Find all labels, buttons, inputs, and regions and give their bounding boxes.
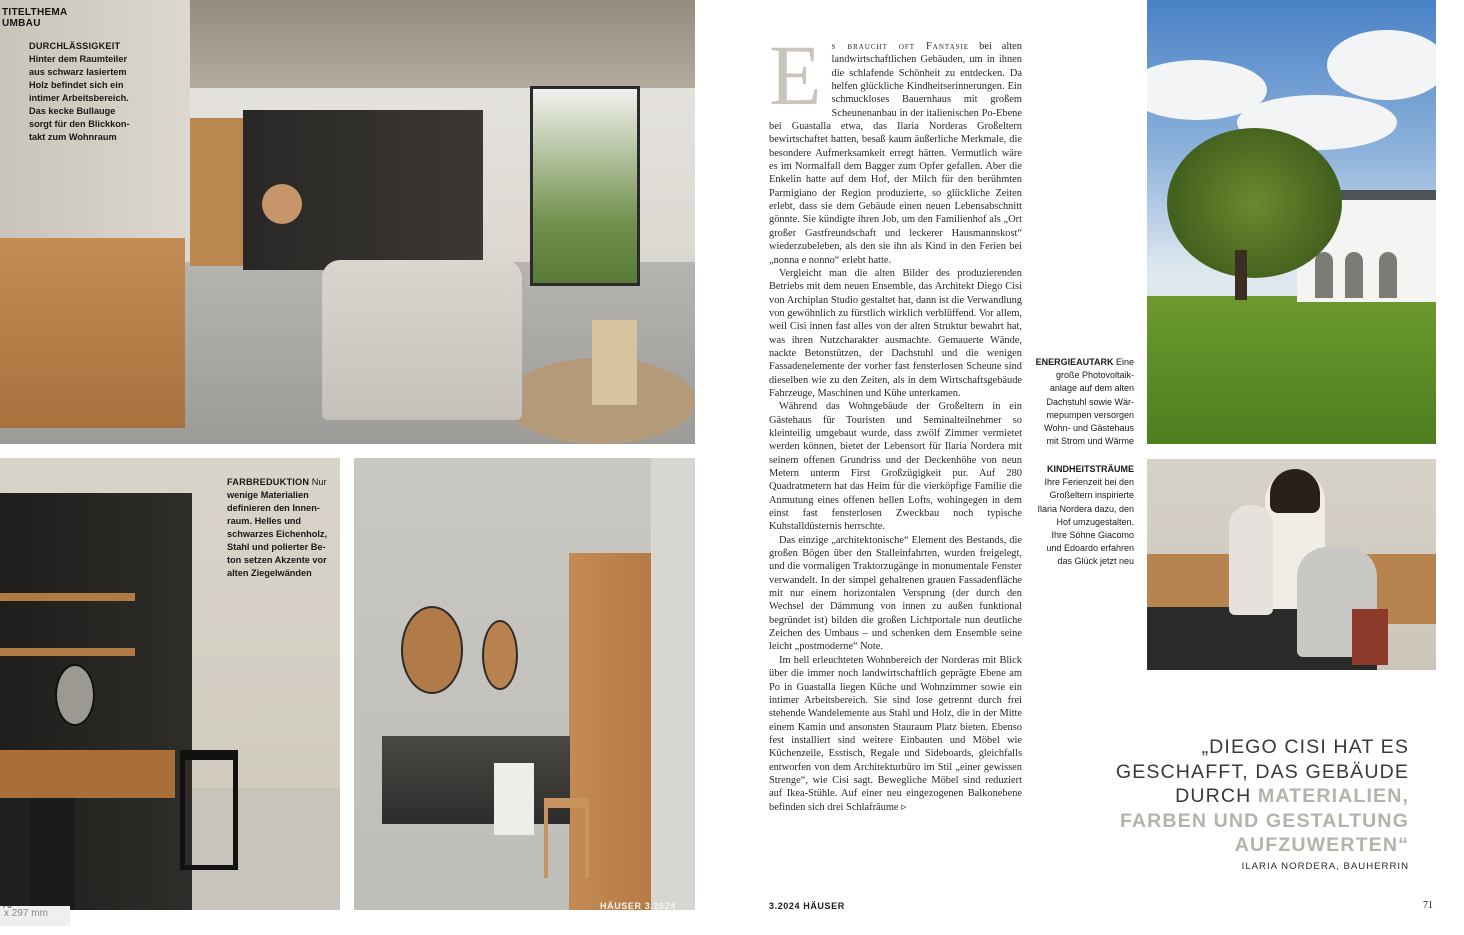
pull-quote-dark: „DIEGO CISI HAT ES GESCHAFFT, DAS GEBÄUDE DURCH [1115,736,1409,808]
drop-cap: E [769,27,822,123]
section-tag-line1: TITELTHEMA [2,7,68,18]
caption-line: Dachstuhl sowie Wär- [1046,396,1134,407]
caption-line: Holz befindet sich ein [29,80,124,90]
article-body [769,27,1022,814]
section-tag [2,7,68,29]
caption-line: Das kecke Bullauge [29,106,116,116]
page-number-right: 71 [1423,900,1433,911]
lead-in: s braucht oft Fantasie [831,41,970,52]
caption-line: raum. Helles und [227,516,302,526]
pull-quote [1100,735,1409,858]
caption-line: sorgt für den Blickkon- [29,119,130,129]
article-paragraph: Während das Wohngebäude der Großeltern in ein Gästehaus für Touristen und Seminalteilnehmer so kleinteilig umgebaut wurde, dass zwölf Zimmer vermietet werden können, bietet der Lebensort für Ilaria Nordera mit seinem offenen Grundriss und der Deckenhöhe von neun Metern unterm First Großzügigkeit pur. Auf 280 Quadratmetern hat das Heim für die vierköpfige Familie die Anmutung eines offenen hellen Lofts, wohingegen in dem einst fast fensterlosen Zweckbau noch typische Kuhstalldüsternis herrschte. [769,401,1022,533]
caption-keyword: ENERGIEAUTARK [1035,357,1114,367]
family-photo [1147,459,1436,670]
exterior-photo [1147,0,1436,444]
caption-line: Ilaria Nordera dazu, den [1037,503,1134,514]
article-paragraph [769,27,1022,267]
caption-line: Ihre Söhne Giacomo [1051,530,1134,541]
caption-line: das Glück jetzt neu [1057,556,1134,567]
caption-first-rest: Eine [1115,357,1134,367]
bathroom-photo [354,458,695,910]
caption-line: große Photovoltaik- [1055,370,1134,381]
caption-line: schwarzes Eichenholz, [227,529,328,539]
caption-durchlaessigkeit [29,40,169,144]
caption-line: mepumpen versorgen [1046,409,1134,420]
caption-first-rest: Nur [311,477,327,487]
pull-quote-light: MATERIALIEN, FARBEN UND GESTALTUNG AUFZUWERTEN“ [1119,785,1409,857]
folio-left: HÄUSER 3.2024 [600,901,676,911]
page-number-left: 70 [2,900,12,911]
caption-farbreduktion [227,476,339,580]
paragraph-text: bei alten landwirtschaftlichen Gebäuden, um in ihnen die schlafende Schönheit zu entdecken. Da helfen glückliche Kindheitserinnerungen. Ein schmuckloses Bauernhaus mit großem Scheunenanbau in der italienischen Po-Ebene bei Guastalla etwa, das Ilaria Norderas Großeltern bewirtschaftet hatten, besaß kaum äußerliche Merkmale, die besondere Aufmerksamkeit erregt hätten. Vermutlich wäre es im Normalfall dem Bagger zum Opfer gefallen. Aber die Enkelin hatte auf dem Hof, der Milch für den berühmten Parmigiano der Region produzierte, so glückliche Zeiten erlebt, dass sie dem Gebäude einen neuen Lebensabschnitt gönnte. Sie kündigte ihren Job, um den Familienhof als „Ort großer Gastfreundschaft und leckerer Hausmannskost“ wiederzubeleben, als den sie ihn als Kind in den Ferien bei „nonna e nonno“ erlebt hatte. [769,41,1022,266]
folio-right: 3.2024 HÄUSER [769,901,845,911]
caption-energieautark [1025,356,1134,448]
caption-line: Hof umzugestalten. [1056,516,1134,527]
caption-line: definieren den Innen- [227,503,320,513]
article-paragraph: Das einzige „architektonische“ Element des Bestands, die großen Bögen über den Stalleinfahrten, wurden freigelegt, und die vormaligen Traktorzugänge in monumentale Fenster verwandelt. In der simpel gehaltenen grauen Fassadenfläche mit nur einem horizontalen Versprung (der durch den Wechsel der Dämmung von innen zu außen funktional begründet ist) bilden die großen Lichtportale nun deutliche Zeichen des Umbaus – und schenken dem Ensemble seine leicht „postmoderne“ Note. [769,534,1022,653]
caption-line: ton setzen Akzente vor [227,555,327,565]
section-tag-line2: UMBAU [2,18,41,29]
caption-line: und Edoardo erfahren [1046,543,1134,554]
caption-line: intimer Arbeitsbereich. [29,93,129,103]
pull-quote-source: ILARIA NORDERA, BAUHERRIN [1241,861,1409,872]
caption-line: Großeltern inspirierte [1049,490,1134,501]
caption-line: mit Strom und Wärme [1046,436,1134,447]
caption-line: wenige Materialien [227,490,309,500]
article-paragraph: Im hell erleuchteten Wohnbereich der Norderas mit Blick über die immer noch landwirtschaftlich geprägte Ebene am Po in Guastalla liegen Küche und Wohnzimmer sowie ein intimer Arbeitsbereich. Sie sind lose getrennt durch frei stehende Wandelemente aus Stahl und Holz, die in der Mitte einem Kamin und ansonsten Stauraum Platz bieten. Ebenso fest installiert sind weitere Einbauten und Möbel wie Küchenzeile, Esstisch, Regale und Sideboards, gleichfalls entworfen von dem Architekturbüro im Stil „einer gewissen Strenge“, wie Cisi sagt. Bewegliche Möbel sind reduziert auf Ikea-Stühle. Auf einer neu eingezogenen Balkonebene befinden sich drei Schlafräume ▹ [769,654,1022,813]
caption-keyword: FARBREDUKTION [227,477,310,487]
article-paragraph: Vergleicht man die alten Bilder des produzierenden Betriebs mit dem neuen Ensemble, das Architekt Diego Cisi von Archiplan Studio gestaltet hat, dann ist die Verwandlung von gewöhnlich zu fürstlich wirklich verblüffend. Vor allem, weil Cisi innen fast alles von der alten Struktur bewahrt hat, was ihren Nutzcharakter ausmachte. Gemauerte Wände, nackte Betonstützen, der Dachstuhl und die wenigen Fassadenelemente der vorher fast fensterlosen Scheune sind dieselben wie zu den Zeiten, als in dem Wirtschaftsgebäude Fahrzeuge, Maschinen und Kühe unterkamen. [769,267,1022,399]
caption-keyword: DURCHLÄSSIGKEIT [29,41,121,51]
size-tag: x 297 mm [0,906,70,926]
caption-line: aus schwarz lasiertem [29,67,127,77]
caption-line: Hinter dem Raumteiler [29,54,128,64]
caption-line: takt zum Wohnraum [29,132,117,142]
caption-line: alten Ziegelwänden [227,568,312,578]
caption-kindheitstraeume [1025,463,1134,569]
caption-keyword: KINDHEITSTRÄUME [1047,464,1134,474]
caption-line: anlage auf dem alten [1049,383,1134,394]
caption-line: Wohn- und Gästehaus [1044,423,1134,434]
caption-line: Stahl und polierter Be- [227,542,326,552]
caption-line: Ihre Ferienzeit bei den [1044,477,1134,488]
